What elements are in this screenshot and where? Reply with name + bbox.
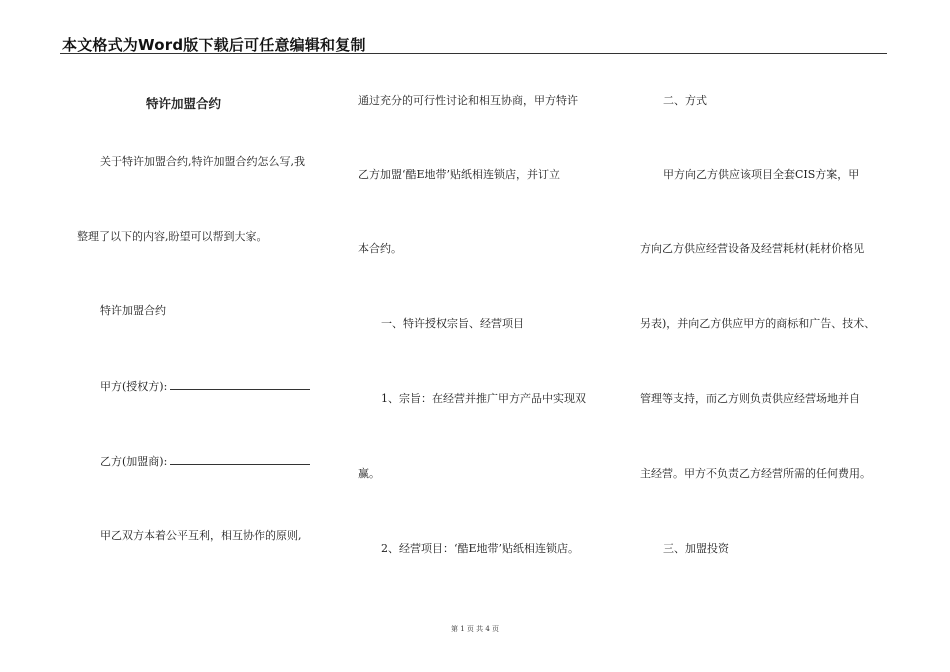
party-a-field bbox=[100, 379, 310, 394]
paragraph-line: 关于特许加盟合约,特许加盟合约怎么写,我 bbox=[100, 155, 305, 168]
section-heading: 一、特许授权宗旨、经营项目 bbox=[381, 317, 524, 330]
paragraph-line: 赢。 bbox=[358, 467, 380, 480]
party-b-blank-line bbox=[170, 454, 310, 465]
party-a-label: 甲方(授权方): bbox=[100, 380, 168, 393]
paragraph-line: 1、宗旨：在经营并推广甲方产品中实现双 bbox=[381, 392, 586, 405]
paragraph-line: 整理了以下的内容,盼望可以帮到大家。 bbox=[77, 230, 268, 243]
paragraph-line: 特许加盟合约 bbox=[100, 304, 166, 317]
paragraph-line: 乙方加盟‘酷E地带’贴纸相连锁店，并订立 bbox=[358, 168, 561, 181]
party-a-blank-line bbox=[170, 379, 310, 390]
paragraph-line: 通过充分的可行性讨论和相互协商，甲方特许 bbox=[358, 94, 578, 107]
paragraph-line: 甲方向乙方供应该项目全套CIS方案，甲 bbox=[663, 168, 860, 181]
paragraph-line: 甲乙双方本着公平互利，相互协作的原则, bbox=[100, 529, 302, 542]
paragraph-line: 方向乙方供应经营设备及经营耗材(耗材价格见 bbox=[640, 242, 865, 255]
section-heading: 二、方式 bbox=[663, 94, 707, 107]
section-heading: 三、加盟投资 bbox=[663, 542, 729, 555]
party-b-field bbox=[100, 454, 310, 469]
paragraph-line: 主经营。甲方不负责乙方经营所需的任何费用。 bbox=[640, 467, 871, 480]
document-title: 特许加盟合约 bbox=[146, 96, 222, 111]
page-number-footer: 第 1 页 共 4 页 bbox=[450, 625, 500, 633]
paragraph-line: 另表)，并向乙方供应甲方的商标和广告、技术、 bbox=[640, 317, 876, 330]
paragraph-line: 管理等支持，而乙方则负责供应经营场地并自 bbox=[640, 392, 860, 405]
document-header-title: 本文格式为Word版下载后可任意编辑和复制 bbox=[62, 36, 366, 54]
paragraph-line: 2、经营项目：‘酷E地带’贴纸相连锁店。 bbox=[381, 542, 580, 555]
party-b-label: 乙方(加盟商): bbox=[100, 455, 168, 468]
header-divider bbox=[60, 53, 887, 54]
paragraph-line: 本合约。 bbox=[358, 242, 402, 255]
